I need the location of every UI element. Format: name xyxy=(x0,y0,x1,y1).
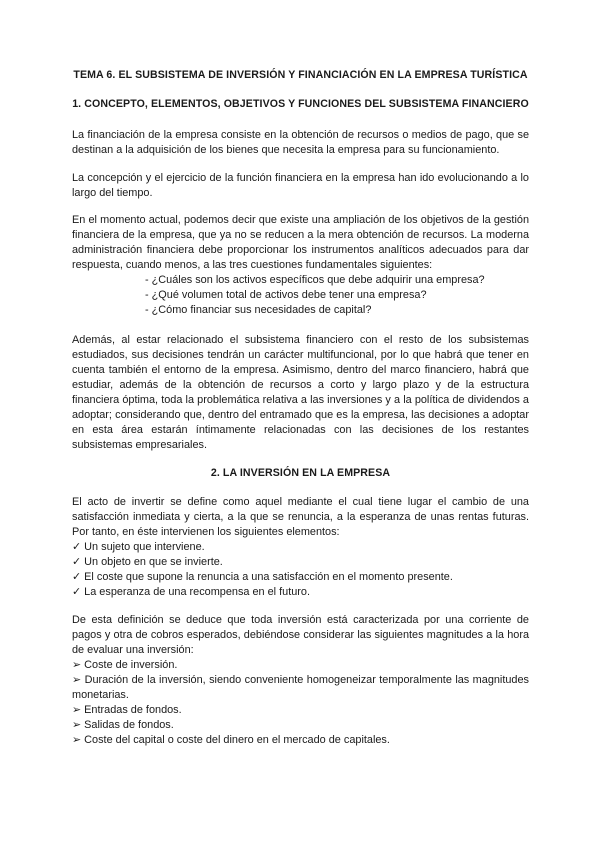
check-mark-icon: ✓ xyxy=(72,585,82,598)
list-item: ➢ Entradas de fondos. xyxy=(72,703,182,716)
list-item: - ¿Qué volumen total de activos debe tener una empresa? xyxy=(145,289,427,301)
list-item: ➢ Coste de inversión. xyxy=(72,658,178,671)
elements-list xyxy=(72,540,529,600)
check-mark-icon: ✓ xyxy=(72,540,82,553)
questions-list xyxy=(72,273,529,318)
arrow-bullet-icon: ➢ xyxy=(72,673,82,686)
list-item: ✓ Un sujeto que interviene. xyxy=(72,540,205,553)
list-item: ➢ Coste del capital o coste del dinero en el mercado de capitales. xyxy=(72,733,390,746)
magnitudes-list xyxy=(72,658,529,748)
list-item: - ¿Cuáles son los activos específicos que debe adquirir una empresa? xyxy=(145,274,485,286)
section1-heading: 1. CONCEPTO, ELEMENTOS, OBJETIVOS Y FUNCIONES DEL SUBSISTEMA FINANCIERO xyxy=(72,98,529,110)
list-item: ➢ Duración de la inversión, siendo conveniente homogeneizar temporalmente las magnitudes monetarias. xyxy=(72,673,529,701)
section1-paragraph-3: En el momento actual, podemos decir que existe una ampliación de los objetivos de la gestión financiera de la empresa, que ya no se reducen a la mera obtención de recursos. La moderna administración financiera debe proporcionar los instrumentos analíticos adecuados para dar respuesta, cuando menos, a las tres cuestiones fundamentales siguientes: xyxy=(72,214,529,271)
list-item: ➢ Salidas de fondos. xyxy=(72,718,174,731)
section2-paragraph-1: El acto de invertir se define como aquel mediante el cual tiene lugar el cambio de una satisfacción inmediata y cierta, a la que se renuncia, a la esperanza de unas rentas futuras. Por tanto, en éste intervienen los siguientes elementos: xyxy=(72,495,529,538)
document-title: TEMA 6. EL SUBSISTEMA DE INVERSIÓN Y FINANCIACIÓN EN LA EMPRESA TURÍSTICA xyxy=(73,69,528,81)
arrow-bullet-icon: ➢ xyxy=(72,703,82,716)
list-item: ✓ La esperanza de una recompensa en el futuro. xyxy=(72,585,311,598)
section2-heading: 2. LA INVERSIÓN EN LA EMPRESA xyxy=(210,466,391,479)
list-item: ✓ El coste que supone la renuncia a una satisfacción en el momento presente. xyxy=(72,570,453,583)
section1-paragraph-1: La financiación de la empresa consiste en la obtención de recursos o medios de pago, que se destinan a la adquisición de los bienes que necesita la empresa para su funcionamiento. xyxy=(72,129,529,156)
arrow-bullet-icon: ➢ xyxy=(72,718,82,731)
list-item: ✓ Un objeto en que se invierte. xyxy=(72,555,223,568)
section1-paragraph-2: La concepción y el ejercicio de la función financiera en la empresa han ido evolucionando a lo largo del tiempo. xyxy=(72,171,529,199)
arrow-bullet-icon: ➢ xyxy=(72,733,82,746)
check-mark-icon: ✓ xyxy=(72,570,82,583)
section2-paragraph-2: De esta definición se deduce que toda inversión está caracterizada por una corriente de pagos y otra de cobros esperados, debiéndose considerar las siguientes magnitudes a la hora de evaluar una inversión: xyxy=(72,613,529,656)
section1-paragraph-4: Además, al estar relacionado el subsistema financiero con el resto de los subsistemas estudiados, sus decisiones tendrán un carácter multifuncional, por lo que habrá que tener en cuenta también el entorno de la empresa. Asimismo, dentro del marco financiero, habrá que estudiar, además de la obtención de recursos a corto y largo plazo y de la estructura financiera óptima, toda la problemática relativa a las inversiones y a la política de dividendos a adoptar; considerando que, dentro del entramado que es la empresa, las decisiones a adoptar en esta área estarán íntimamente relacionadas con las decisiones de los restantes subsistemas empresariales. xyxy=(72,334,529,451)
list-item: - ¿Cómo financiar sus necesidades de capital? xyxy=(145,304,372,316)
check-mark-icon: ✓ xyxy=(72,555,82,568)
arrow-bullet-icon: ➢ xyxy=(72,658,82,671)
